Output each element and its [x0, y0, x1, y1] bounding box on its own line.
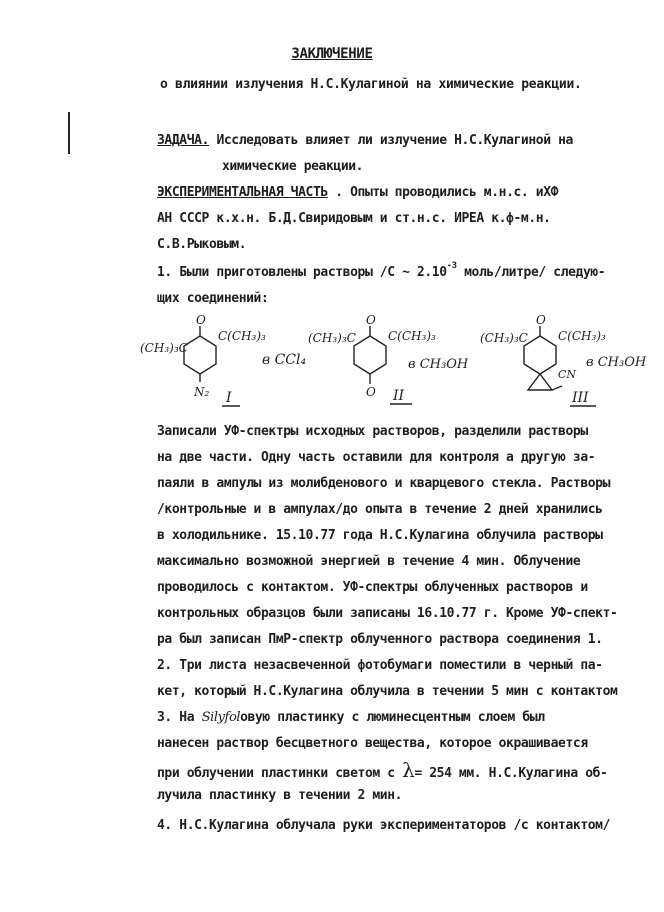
body-line-6: максимально возможной энергией в течение 4 мин. Облучение: [157, 554, 581, 569]
body-line-7: проводилось с контактом. УФ-спектры облученных растворов и: [157, 580, 588, 595]
structure-3-label: III: [572, 390, 589, 406]
chemical-structures: [140, 306, 660, 416]
task-line-1: [157, 133, 573, 149]
body-line-8: контрольных образцов были записаны 16.10.77 г. Кроме УФ-спект-: [157, 606, 618, 621]
paragraph-4-line-1: 4. Н.С.Кулагина облучала руки экспериментаторов /с контактом/: [157, 818, 611, 833]
structure-3-top: O: [536, 313, 546, 327]
structure-3-left-group: (CH₃)₃C: [480, 331, 528, 345]
experimental-line-3: С.В.Рыковым.: [157, 237, 247, 252]
structure-2-right-group: C(CH₃)₃: [388, 329, 436, 343]
structure-1-solvent: в CCl₄: [262, 352, 307, 368]
paragraph-3-number: 3. На: [157, 710, 202, 725]
body-line-4: /контрольные и в ампулах/до опыта в течение 2 дней хранились: [157, 502, 603, 517]
paragraph-3-line-3: [157, 758, 608, 782]
paragraph-1-line-1: [157, 261, 606, 282]
document-title: ЗАКЛЮЧЕНИЕ: [291, 46, 373, 62]
structure-3-solvent: в CH₃OH: [586, 355, 647, 370]
paragraph-3-light-text: при облучении пластинки светом с: [157, 766, 403, 781]
structure-2-label: II: [393, 388, 405, 404]
paragraph-3-line-1: [157, 710, 545, 726]
experimental-text-1: . Опыты проводились м.н.с. иХФ: [335, 185, 559, 200]
structure-1-ring: [184, 336, 216, 374]
paragraph-1-line-2: щих соединений:: [157, 291, 269, 306]
structure-3-ring: [524, 336, 556, 374]
structure-1-right-group: C(CH₃)₃: [218, 329, 266, 343]
body-line-1: Записали УФ-спектры исходных растворов, разделили растворы: [157, 424, 588, 439]
structure-2-left-group: (CH₃)₃C: [308, 331, 356, 345]
handwritten-silufol: Silyfol: [201, 710, 241, 725]
structure-1-label: I: [226, 390, 232, 406]
structure-1-top: O: [196, 313, 206, 327]
paragraph-3-text: овую пластинку с люминесцентным слоем был: [240, 710, 545, 725]
task-label: ЗАДАЧА.: [157, 133, 209, 148]
experimental-line-2: АН СССР к.х.н. Б.Д.Свиридовым и ст.н.с. ИРЕА к.ф-м.н.: [157, 211, 551, 226]
experimental-line-1: [157, 185, 558, 201]
body-line-3: паяли в ампулы из молибденового и кварцевого стекла. Растворы: [157, 476, 611, 491]
structure-2-bottom: O: [366, 385, 376, 399]
concentration-exponent: -3: [446, 261, 457, 271]
structure-2-ring: [354, 336, 386, 374]
body-line-11: кет, который Н.С.Кулагина облучила в течении 5 мин с контактом: [157, 684, 618, 699]
paragraph-3-line-2: нанесен раствор бесцветного вещества, которое окрашивается: [157, 736, 588, 751]
body-line-9: ра был записан ПмР-спектр облученного раствора соединения 1.: [157, 632, 603, 647]
task-line-2: химические реакции.: [222, 159, 364, 174]
structure-2-top: O: [366, 313, 376, 327]
handwritten-lambda: λ: [402, 758, 415, 782]
paragraph-3-line-4: лучила пластинку в течении 2 мин.: [157, 788, 403, 803]
structure-3-cn: CN: [558, 368, 577, 381]
concentration-unit-text: моль/литре/ следую-: [456, 265, 606, 280]
structure-2-solvent: в CH₃OH: [408, 357, 469, 372]
structure-3-right-group: C(CH₃)₃: [558, 329, 606, 343]
paragraph-3-wavelength-text: = 254 мм. Н.С.Кулагина об-: [414, 766, 608, 781]
body-line-5: в холодильнике. 15.10.77 года Н.С.Кулагина облучила растворы: [157, 528, 603, 543]
task-text-1: Исследовать влияет ли излучение Н.С.Кулагиной на: [216, 133, 573, 148]
structure-3-cyclopropane: [528, 374, 552, 390]
structure-1-bottom: N₂: [194, 385, 210, 399]
body-line-10: 2. Три листа незасвеченной фотобумаги поместили в черный па-: [157, 658, 603, 673]
concentration-text: 1. Были приготовлены растворы /С ~ 2.10: [157, 265, 447, 280]
experimental-label: ЭКСПЕРИМЕНТАЛЬНАЯ ЧАСТЬ: [157, 185, 328, 200]
body-line-2: на две части. Одну часть оставили для контроля а другую за-: [157, 450, 596, 465]
structure-1-left-group: (CH₃)₃C: [140, 341, 188, 355]
margin-mark: [68, 112, 70, 154]
document-subtitle: о влиянии излучения Н.С.Кулагиной на химические реакции.: [160, 77, 582, 92]
